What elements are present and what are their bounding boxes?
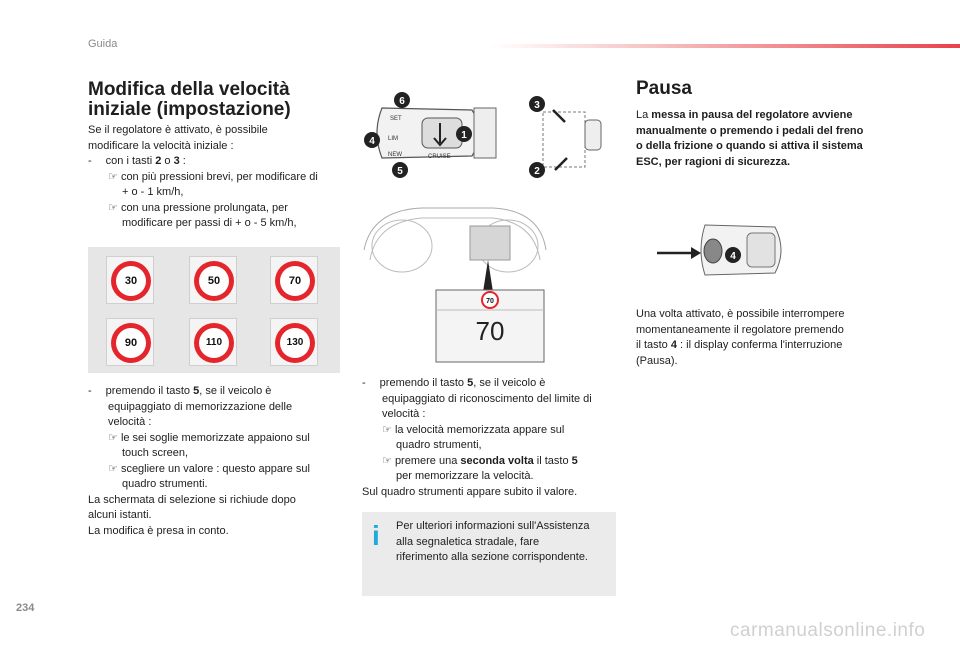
sub-item xyxy=(88,201,348,217)
finger-pointer-icon: ☞ xyxy=(108,462,118,475)
key-ref: 5 xyxy=(467,377,474,389)
speed-value: 70 xyxy=(280,266,310,296)
lever-text: SET xyxy=(390,116,402,122)
cluster-sign-value: 70 xyxy=(486,298,494,305)
item-text: premendo il tasto xyxy=(105,385,194,397)
lever-text: CRUISE xyxy=(428,154,451,160)
speed-limit-sign-icon xyxy=(275,323,315,363)
sub-item-text: con una pressione prolungata, per xyxy=(120,201,288,214)
speed-sign-tile xyxy=(106,256,154,304)
speed-sign-tile xyxy=(270,318,318,366)
finger-pointer-icon: ☞ xyxy=(382,454,392,467)
speed-limit-sign-icon xyxy=(194,261,234,301)
speed-value: 110 xyxy=(199,328,229,358)
page-number: 234 xyxy=(16,602,35,614)
dash: - xyxy=(88,385,92,397)
speed-sign-tile xyxy=(189,318,237,366)
outro-line: La schermata di selezione si richiude dopo xyxy=(88,493,296,506)
speed-sign-tile xyxy=(270,256,318,304)
item-text: premendo il tasto xyxy=(379,377,468,389)
intro-line xyxy=(636,139,896,155)
sub-item xyxy=(88,462,348,478)
lever-text: NEW xyxy=(388,152,402,158)
intro-bold: messa in pausa del regolatore avviene xyxy=(651,109,853,121)
outro-line: alcuni istanti. xyxy=(88,509,152,521)
left-title-line1: Modifica della velocità xyxy=(88,79,290,100)
para-line: Una volta attivato, è possibile interrompere xyxy=(636,308,845,320)
sub-item-text: con più pressioni brevi, per modificare di xyxy=(120,170,318,183)
speed-sign-tile xyxy=(106,318,154,366)
cluster-speed-value: 70 xyxy=(475,316,505,346)
left-title xyxy=(88,80,291,120)
info-icon: i xyxy=(372,520,380,551)
sub-item-cont: quadro strumenti. xyxy=(122,478,208,490)
speed-value: 50 xyxy=(199,266,229,296)
watermark: carmanualsonline.info xyxy=(730,620,926,641)
sub-item-text: la velocità memorizzata appare sul xyxy=(394,423,565,436)
header-rule xyxy=(490,44,960,48)
left-text-block-2 xyxy=(88,384,348,539)
para-text: : il display conferma l'interruzione xyxy=(676,339,843,351)
finger-pointer-icon: ☞ xyxy=(382,423,392,436)
info-line: riferimento alla sezione corrispondente. xyxy=(396,551,588,563)
callout-2: 2 xyxy=(534,166,540,177)
speed-value: 130 xyxy=(280,328,310,358)
info-box xyxy=(362,512,616,596)
lever-text: LIM xyxy=(388,136,399,142)
callout-1: 1 xyxy=(461,130,467,141)
speed-limit-sign-icon xyxy=(275,261,315,301)
item-cont: equipaggiato di memorizzazione delle xyxy=(108,400,293,413)
intro-line xyxy=(636,108,896,124)
middle-text-block xyxy=(362,376,618,500)
speed-sign-panel xyxy=(88,247,340,373)
intro-bold: ESC, per ragioni di sicurezza. xyxy=(636,155,791,168)
section-title: Guida xyxy=(88,38,118,50)
sub-item-text: premere una xyxy=(394,454,461,467)
item-cont: velocità : xyxy=(108,416,152,428)
key-ref: 5 xyxy=(571,454,578,467)
outro-line: Sul quadro strumenti appare subito il valore. xyxy=(362,485,578,498)
dash: - xyxy=(88,155,92,167)
list-item-keys xyxy=(88,154,348,170)
speed-limit-sign-icon xyxy=(194,323,234,363)
speed-limit-sign-icon xyxy=(111,261,151,301)
callout-3: 3 xyxy=(534,100,540,111)
key-ref: 3 xyxy=(173,155,180,167)
dash: - xyxy=(362,377,366,389)
speed-value: 90 xyxy=(116,328,146,358)
callout-4: 4 xyxy=(369,136,375,147)
finger-pointer-icon: ☞ xyxy=(108,201,118,214)
sub-item-text: le sei soglie memorizzate appaiono sul xyxy=(120,431,310,444)
sub-item-text: scegliere un valore : questo appare sul xyxy=(120,462,310,475)
key-ref: 4 xyxy=(670,339,677,351)
item-text: , se il veicolo è xyxy=(199,385,272,397)
finger-pointer-icon: ☞ xyxy=(108,431,118,444)
callout-6: 6 xyxy=(399,96,405,107)
sub-item xyxy=(362,423,618,439)
item-text: : xyxy=(179,155,186,167)
sub-item-cont: modificare per passi di + o - 5 km/h, xyxy=(122,217,297,229)
sub-item-cont: + o - 1 km/h, xyxy=(122,186,184,198)
intro-line xyxy=(636,124,896,140)
intro-text: La xyxy=(636,109,652,121)
finger-pointer-icon: ☞ xyxy=(108,170,118,183)
sub-item xyxy=(88,170,348,186)
right-intro xyxy=(636,108,896,170)
speed-limit-sign-icon xyxy=(111,323,151,363)
para-line xyxy=(636,338,896,354)
info-line: alla segnaletica stradale, fare xyxy=(396,535,540,548)
info-text xyxy=(396,519,611,566)
item-text: o xyxy=(161,155,174,167)
sub-item-text: il tasto xyxy=(533,454,572,467)
left-title-line2: iniziale (impostazione) xyxy=(88,99,291,120)
sub-item xyxy=(362,454,618,470)
pedal-illustration xyxy=(525,92,615,182)
outro-line: La modifica è presa in conto. xyxy=(88,524,229,537)
key-ref: 5 xyxy=(193,385,200,397)
callout-4: 4 xyxy=(730,251,736,262)
left-text-block xyxy=(88,123,348,232)
right-title: Pausa xyxy=(636,78,692,99)
instrument-cluster-illustration xyxy=(362,200,548,364)
intro-line: Se il regolatore è attivato, è possibile xyxy=(88,124,268,136)
callout-5: 5 xyxy=(397,166,403,177)
intro-line xyxy=(636,155,896,171)
sub-item-cont: per memorizzare la velocità. xyxy=(396,470,534,482)
item-cont: velocità : xyxy=(382,408,426,420)
speed-value: 30 xyxy=(116,266,146,296)
right-para xyxy=(636,307,896,369)
para-line: (Pausa). xyxy=(636,354,678,367)
info-line: Per ulteriori informazioni sull'Assistenza xyxy=(396,520,590,532)
sub-item xyxy=(88,431,348,447)
list-item-recognition xyxy=(362,376,618,392)
intro-line: modificare la velocità iniziale : xyxy=(88,139,234,152)
intro-bold: manualmente o premendo i pedali del freno xyxy=(636,124,864,137)
item-cont: equipaggiato di riconoscimento del limite di xyxy=(382,392,592,405)
item-text: , se il veicolo è xyxy=(473,377,546,389)
para-text: il tasto xyxy=(636,339,671,351)
sub-item-cont: touch screen, xyxy=(122,447,189,459)
list-item-memory xyxy=(88,384,348,400)
emphasis: seconda volta xyxy=(460,454,534,467)
item-text: con i tasti xyxy=(105,155,156,167)
speed-sign-tile xyxy=(189,256,237,304)
sub-item-cont: quadro strumenti, xyxy=(396,439,482,451)
intro-bold: o della frizione o quando si attiva il sistema xyxy=(636,140,863,152)
cruise-lever-illustration xyxy=(362,88,502,178)
pause-lever-illustration xyxy=(655,215,795,285)
para-line: momentaneamente il regolatore premendo xyxy=(636,323,844,336)
key-ref: 2 xyxy=(155,155,162,167)
